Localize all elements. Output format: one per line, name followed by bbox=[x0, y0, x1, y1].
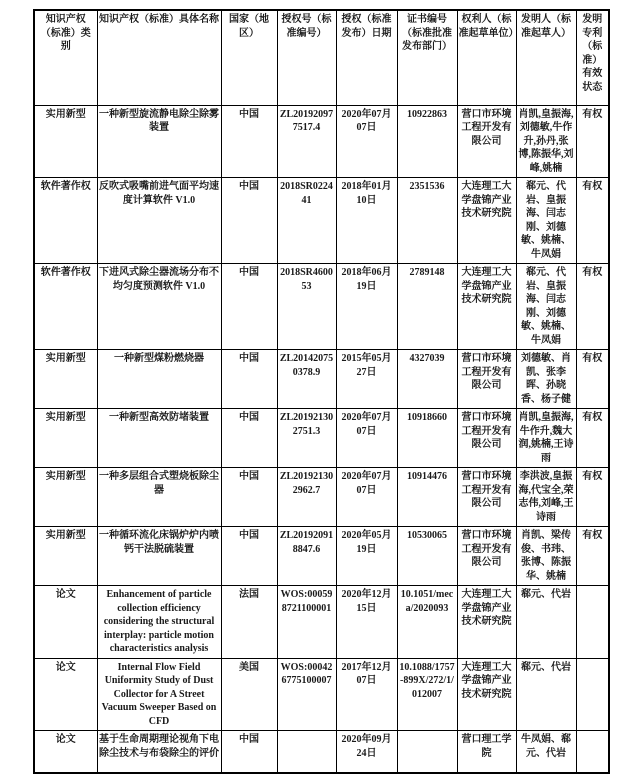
table-cell: WOS:000426775100007 bbox=[277, 658, 336, 731]
table-cell: 实用新型 bbox=[34, 468, 97, 527]
table-row bbox=[34, 731, 609, 773]
table-cell: 2020年09月24日 bbox=[336, 731, 397, 773]
col-header-auth-number: 授权号（标准编号） bbox=[277, 10, 336, 105]
table-cell: ZL201920918847.6 bbox=[277, 527, 336, 586]
table-cell: 有权 bbox=[576, 264, 609, 350]
table-cell: 2020年05月19日 bbox=[336, 527, 397, 586]
table-row bbox=[34, 264, 609, 350]
table-body bbox=[34, 105, 609, 773]
table-cell: Enhancement of particle collection efficiency considering the structural interplay: particle motion characteristics analysis bbox=[97, 586, 221, 659]
table-cell: ZL201921302962.7 bbox=[277, 468, 336, 527]
table-cell: 营口市环境工程开发有限公司 bbox=[457, 105, 516, 178]
table-cell: 一种新型高效防堵装置 bbox=[97, 409, 221, 468]
table-cell: 10530065 bbox=[397, 527, 457, 586]
table-row bbox=[34, 586, 609, 659]
table-cell: 2018SR022441 bbox=[277, 178, 336, 264]
table-header bbox=[34, 10, 609, 105]
table-cell: 2015年05月27日 bbox=[336, 350, 397, 409]
table-cell: 大连理工大学盘锦产业技术研究院 bbox=[457, 178, 516, 264]
table-cell: 郗元、代岩、皇振海、闫志刚、刘德敏、姚楠、牛凤娟 bbox=[516, 178, 576, 264]
table-cell: 10.1051/meca/2020093 bbox=[397, 586, 457, 659]
table-cell: 中国 bbox=[221, 468, 277, 527]
table-cell: 有权 bbox=[576, 468, 609, 527]
table-cell: 10922863 bbox=[397, 105, 457, 178]
table-cell: 4327039 bbox=[397, 350, 457, 409]
table-cell: 营口市环境工程开发有限公司 bbox=[457, 409, 516, 468]
table-cell: 郗元、代岩 bbox=[516, 586, 576, 659]
table-cell: 营口理工学院 bbox=[457, 731, 516, 773]
table-cell: 中国 bbox=[221, 409, 277, 468]
table-cell: 牛凤娟、郗元、代岩 bbox=[516, 731, 576, 773]
table-cell: 美国 bbox=[221, 658, 277, 731]
table-cell bbox=[277, 731, 336, 773]
table-cell: 一种新型旋流静电除尘除雾装置 bbox=[97, 105, 221, 178]
table-cell bbox=[576, 658, 609, 731]
col-header-ip-type: 知识产权（标准）类别 bbox=[34, 10, 97, 105]
table-row bbox=[34, 350, 609, 409]
table-cell: 中国 bbox=[221, 350, 277, 409]
table-cell: 郗元、代岩、皇振海、闫志刚、刘德敏、姚楠、牛凤娟 bbox=[516, 264, 576, 350]
table-cell: 2018年01月10日 bbox=[336, 178, 397, 264]
table-cell: 论文 bbox=[34, 586, 97, 659]
table-row bbox=[34, 658, 609, 731]
table-cell: 10.1088/1757-899X/272/1/012007 bbox=[397, 658, 457, 731]
col-header-rights-holder: 权利人（标准起草单位） bbox=[457, 10, 516, 105]
table-cell: 实用新型 bbox=[34, 105, 97, 178]
header-row bbox=[34, 10, 609, 105]
table-cell: 一种多层组合式塑烧板除尘器 bbox=[97, 468, 221, 527]
table-cell: 2020年07月07日 bbox=[336, 105, 397, 178]
table-cell: 大连理工大学盘锦产业技术研究院 bbox=[457, 658, 516, 731]
table-cell: 10918660 bbox=[397, 409, 457, 468]
table-cell: 论文 bbox=[34, 731, 97, 773]
table-cell: ZL201921302751.3 bbox=[277, 409, 336, 468]
table-cell: 2020年07月07日 bbox=[336, 409, 397, 468]
table-cell: 中国 bbox=[221, 731, 277, 773]
table-cell: ZL201420750378.9 bbox=[277, 350, 336, 409]
table-cell: 郗元、代岩 bbox=[516, 658, 576, 731]
table-cell: 法国 bbox=[221, 586, 277, 659]
table-row bbox=[34, 468, 609, 527]
table-row bbox=[34, 527, 609, 586]
table-cell: 肖凯,皇振海,牛作升,魏大润,姚楠,王诗雨 bbox=[516, 409, 576, 468]
table-cell: 软件著作权 bbox=[34, 264, 97, 350]
table-cell: 大连理工大学盘锦产业技术研究院 bbox=[457, 586, 516, 659]
col-header-ip-name: 知识产权（标准）具体名称 bbox=[97, 10, 221, 105]
table-cell: 有权 bbox=[576, 409, 609, 468]
table-cell: 有权 bbox=[576, 105, 609, 178]
table-cell: 2017年12月07日 bbox=[336, 658, 397, 731]
table-cell: 刘德敏、肖凯、张李晖、孙晓香、杨子健 bbox=[516, 350, 576, 409]
table-cell: 中国 bbox=[221, 105, 277, 178]
table-cell: 大连理工大学盘锦产业技术研究院 bbox=[457, 264, 516, 350]
table-cell: 基于生命周期理论视角下电除尘技术与布袋除尘的评价 bbox=[97, 731, 221, 773]
table-cell: 一种循环流化床锅炉炉内喷钙干法脱硫装置 bbox=[97, 527, 221, 586]
col-header-cert-number: 证书编号（标准批准发布部门） bbox=[397, 10, 457, 105]
table-cell: 有权 bbox=[576, 527, 609, 586]
table-cell: 2020年12月15日 bbox=[336, 586, 397, 659]
table-cell: 营口市环境工程开发有限公司 bbox=[457, 527, 516, 586]
table-cell: 论文 bbox=[34, 658, 97, 731]
table-cell: 营口市环境工程开发有限公司 bbox=[457, 468, 516, 527]
table-cell: 实用新型 bbox=[34, 527, 97, 586]
table-cell: 反吹式吸嘴前进气面平均速度计算软件 V1.0 bbox=[97, 178, 221, 264]
col-header-country: 国家（地区） bbox=[221, 10, 277, 105]
table-cell: ZL201920977517.4 bbox=[277, 105, 336, 178]
ip-standards-table bbox=[33, 9, 610, 774]
table-row bbox=[34, 105, 609, 178]
table-cell: 中国 bbox=[221, 527, 277, 586]
table-cell: 有权 bbox=[576, 178, 609, 264]
table-cell: 实用新型 bbox=[34, 350, 97, 409]
table-cell: 2020年07月07日 bbox=[336, 468, 397, 527]
table-cell: 2018年06月19日 bbox=[336, 264, 397, 350]
col-header-status: 发明专利（标准）有效状态 bbox=[576, 10, 609, 105]
col-header-inventors: 发明人（标准起草人） bbox=[516, 10, 576, 105]
table-cell: 中国 bbox=[221, 264, 277, 350]
table-cell: 2789148 bbox=[397, 264, 457, 350]
table-cell: 2351536 bbox=[397, 178, 457, 264]
table-cell bbox=[397, 731, 457, 773]
table-cell: 10914476 bbox=[397, 468, 457, 527]
table-cell: 中国 bbox=[221, 178, 277, 264]
col-header-auth-date: 授权（标准发布）日期 bbox=[336, 10, 397, 105]
table-cell: 肖凯,皇振海,刘德敏,牛作升,孙丹,张博,陈振华,刘峰,姚楠 bbox=[516, 105, 576, 178]
table-row bbox=[34, 409, 609, 468]
table-cell: Internal Flow Field Uniformity Study of Dust Collector for A Street Vacuum Sweeper Based on CFD bbox=[97, 658, 221, 731]
table-cell: 营口市环境工程开发有限公司 bbox=[457, 350, 516, 409]
table-cell: 软件著作权 bbox=[34, 178, 97, 264]
table-cell bbox=[576, 731, 609, 773]
table-cell: 有权 bbox=[576, 350, 609, 409]
table-cell: 下进风式除尘器流场分布不均匀度预测软件 V1.0 bbox=[97, 264, 221, 350]
table-cell: 实用新型 bbox=[34, 409, 97, 468]
table-cell: 2018SR460053 bbox=[277, 264, 336, 350]
table-cell bbox=[576, 586, 609, 659]
table-cell: 肖凯、梁传俊、书玮、张博、陈振华、姚楠 bbox=[516, 527, 576, 586]
table-cell: 一种新型煤粉燃烧器 bbox=[97, 350, 221, 409]
table-cell: 李洪波,皇振海,代宝全,荣志伟,刘峰,王诗雨 bbox=[516, 468, 576, 527]
table-row bbox=[34, 178, 609, 264]
table-cell: WOS:000598721100001 bbox=[277, 586, 336, 659]
